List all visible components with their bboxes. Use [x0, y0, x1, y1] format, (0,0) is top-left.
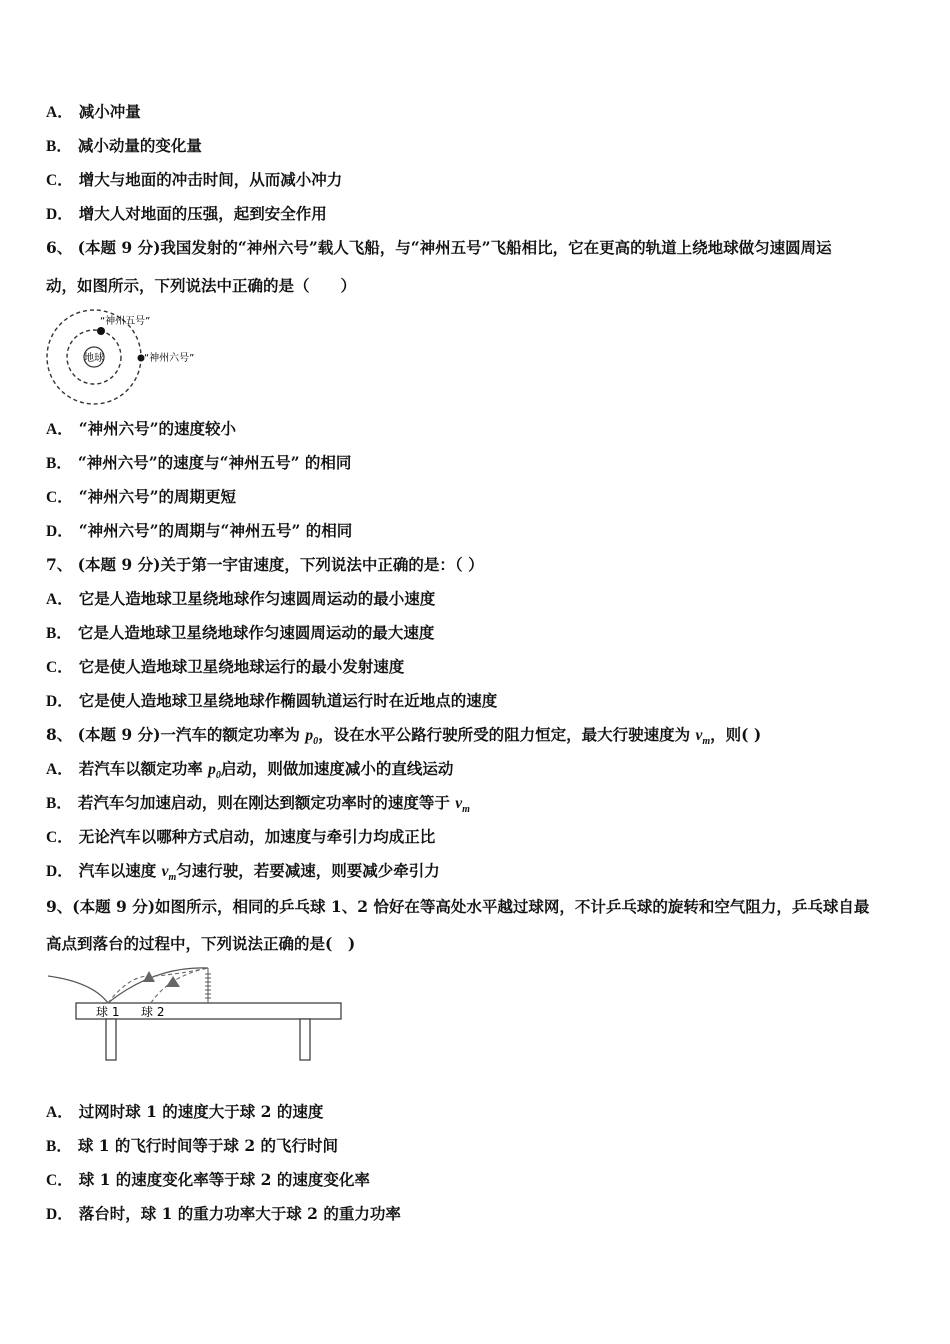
table-leg-right	[300, 1019, 310, 1060]
q7-option-d: D． 它是使人造地球卫星绕地球作椭圆轨道运行时在近地点的速度	[46, 691, 498, 710]
ball1-incoming	[48, 976, 108, 1003]
q9-stem-line2: 高点到落台的过程中，下列说法正确的是( )	[46, 934, 356, 953]
q7-option-a: A． 它是人造地球卫星绕地球作匀速圆周运动的最小速度	[46, 589, 436, 608]
q6-stem-line2: 动，如图所示，下列说法中正确的是（ ）	[46, 276, 357, 295]
q7-option-b: B． 它是人造地球卫星绕地球作匀速圆周运动的最大速度	[46, 623, 435, 642]
p0-symbol: $p_0$	[208, 761, 221, 782]
q7-stem: 7、 (本题 9 分)关于第一宇宙速度，下列说法中正确的是：（ ）	[46, 555, 484, 574]
q9-option-d: D． 落台时，球 1 的重力功率大于球 2 的重力功率	[46, 1204, 401, 1223]
orbit-diagram	[44, 308, 214, 408]
p0-symbol: $p_0$	[305, 727, 319, 748]
q6-option-c: C． “神州六号”的周期更短	[46, 487, 237, 506]
arrow-ball2	[166, 976, 180, 987]
q5-option-b: B． 减小动量的变化量	[46, 136, 202, 155]
q8-option-d: D． 汽车以速度 $v_m$匀速行驶，若要减速，则要减少牵引力	[46, 861, 440, 884]
q8-option-b: B． 若汽车匀加速启动，则在刚达到额定功率时的速度等于 $v_m$	[46, 793, 470, 816]
q6-option-a: A． “神州六号”的速度较小	[46, 419, 237, 438]
ball2-label: 球 2	[141, 1005, 165, 1019]
q8-stem: 8、 (本题 9 分)一汽车的额定功率为 $p_0$，设在水平公路行驶所受的阻力恒定，最大行驶速度为 $v_m$，则( )	[46, 725, 762, 748]
q7-option-c: C． 它是使人造地球卫星绕地球运行的最小发射速度	[46, 657, 405, 676]
vm-symbol: $v_m$	[161, 863, 177, 884]
shenzhou5-label: “神州五号”	[100, 316, 151, 327]
table-tennis-diagram	[44, 962, 349, 1064]
shenzhou6-label: “神州六号”	[144, 353, 195, 364]
earth-label: 地球	[84, 353, 104, 364]
q6-stem-line1: 6、 (本题 9 分)我国发射的“神州六号”载人飞船，与“神州五号”飞船相比，它在更高的轨道上绕地球做匀速圆周运	[46, 238, 832, 257]
q6-option-b: B． “神州六号”的速度与“神州五号” 的相同	[46, 453, 352, 472]
ball1-label: 球 1	[96, 1005, 120, 1019]
ball2-trajectory	[151, 968, 208, 1003]
ball2-dashed-arc	[108, 968, 208, 1003]
q5-option-c: C． 增大与地面的冲击时间，从而减小冲力	[46, 170, 343, 189]
q9-option-b: B． 球 1 的飞行时间等于球 2 的飞行时间	[46, 1136, 338, 1155]
q5-option-d: D． 增大人对地面的压强，起到安全作用	[46, 204, 327, 223]
ball1-trajectory	[108, 968, 208, 1003]
q8-option-a: A． 若汽车以额定功率 $p_0$启动，则做加速度减小的直线运动	[46, 759, 454, 782]
q9-stem-line1: 9、(本题 9 分)如图所示，相同的乒乓球 1、2 恰好在等高处水平越过球网，不计乒乓球的旋转和空气阻力，乒乓球自最	[46, 897, 870, 916]
q9-option-c: C． 球 1 的速度变化率等于球 2 的速度变化率	[46, 1170, 370, 1189]
q9-option-a: A． 过网时球 1 的速度大于球 2 的速度	[46, 1102, 324, 1121]
shenzhou5-dot	[97, 327, 105, 335]
net	[205, 968, 211, 1003]
table-leg-left	[106, 1019, 116, 1060]
vm-symbol: $v_m$	[695, 727, 711, 748]
vm-symbol: $v_m$	[455, 795, 470, 816]
q8-option-c: C． 无论汽车以哪种方式启动，加速度与牵引力均成正比	[46, 827, 436, 846]
q5-option-a: A． 减小冲量	[46, 102, 141, 121]
q6-option-d: D． “神州六号”的周期与“神州五号” 的相同	[46, 521, 353, 540]
